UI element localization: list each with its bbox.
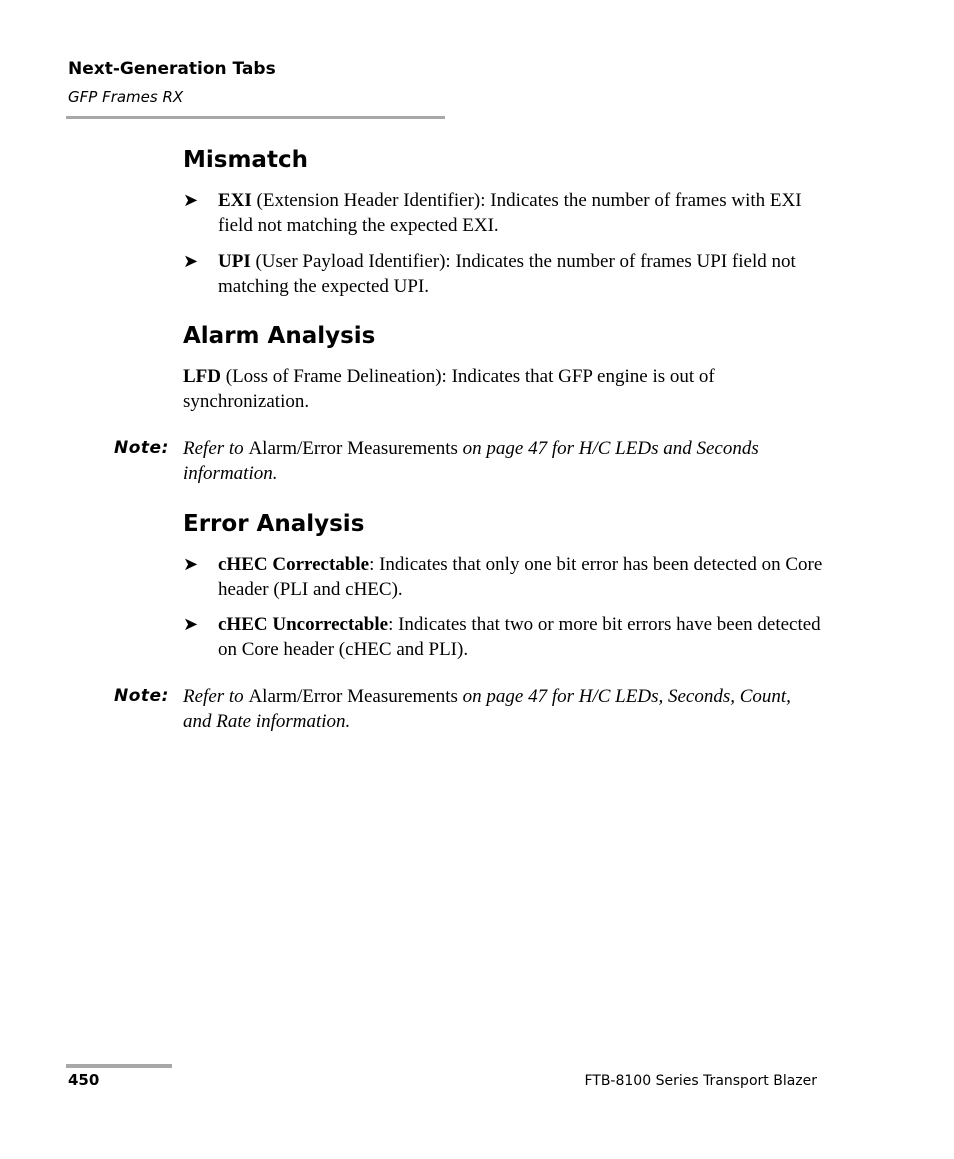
term: cHEC Uncorrectable — [218, 614, 389, 635]
header-title: Next-Generation Tabs — [68, 59, 276, 79]
list-item — [183, 612, 823, 662]
header-subtitle: GFP Frames RX — [68, 88, 184, 106]
note-alarm — [114, 436, 824, 486]
note-error — [114, 684, 824, 734]
definition: (Loss of Frame Delineation): Indicates that GFP engine is out of synchronization. — [183, 366, 715, 412]
definition: : Indicates that two or more bit errors have been detected on Core header (cHEC and PLI). — [218, 614, 821, 660]
heading-alarm-analysis: Alarm Analysis — [183, 323, 376, 349]
footer-product-title: FTB-8100 Series Transport Blazer — [584, 1073, 817, 1089]
arrow-right-bullet-icon: ➤ — [183, 614, 199, 635]
definition: (Extension Header Identifier): Indicates the number of frames with EXI field not matching the expected EXI. — [218, 190, 802, 236]
term: LFD — [183, 366, 221, 387]
note-label: Note: — [114, 438, 169, 458]
list-item — [183, 249, 823, 299]
arrow-right-bullet-icon: ➤ — [183, 190, 199, 211]
footer-divider — [66, 1064, 172, 1068]
note-reference-link[interactable]: Alarm/Error Measurements — [248, 686, 458, 707]
note-reference-link[interactable]: Alarm/Error Measurements — [248, 438, 458, 459]
heading-error-analysis: Error Analysis — [183, 511, 365, 537]
arrow-right-bullet-icon: ➤ — [183, 554, 199, 575]
term: EXI — [218, 190, 252, 211]
note-post: on page 47 for H/C LEDs, Seconds, Count, and Rate information. — [183, 686, 791, 732]
list-item — [183, 188, 823, 238]
alarm-paragraph — [183, 364, 823, 414]
page-number: 450 — [68, 1071, 100, 1089]
running-header — [68, 58, 276, 107]
term: UPI — [218, 251, 251, 272]
note-label: Note: — [114, 686, 169, 706]
note-pre: Refer to — [183, 686, 249, 707]
note-post: on page 47 for H/C LEDs and Seconds information. — [183, 438, 759, 484]
definition: (User Payload Identifier): Indicates the number of frames UPI field not matching the expected UPI. — [218, 251, 796, 297]
term: cHEC Correctable — [218, 554, 370, 575]
arrow-right-bullet-icon: ➤ — [183, 251, 199, 272]
heading-mismatch: Mismatch — [183, 147, 308, 173]
definition: : Indicates that only one bit error has been detected on Core header (PLI and cHEC). — [218, 554, 823, 600]
header-divider — [66, 116, 445, 119]
note-pre: Refer to — [183, 438, 249, 459]
list-item — [183, 552, 823, 602]
